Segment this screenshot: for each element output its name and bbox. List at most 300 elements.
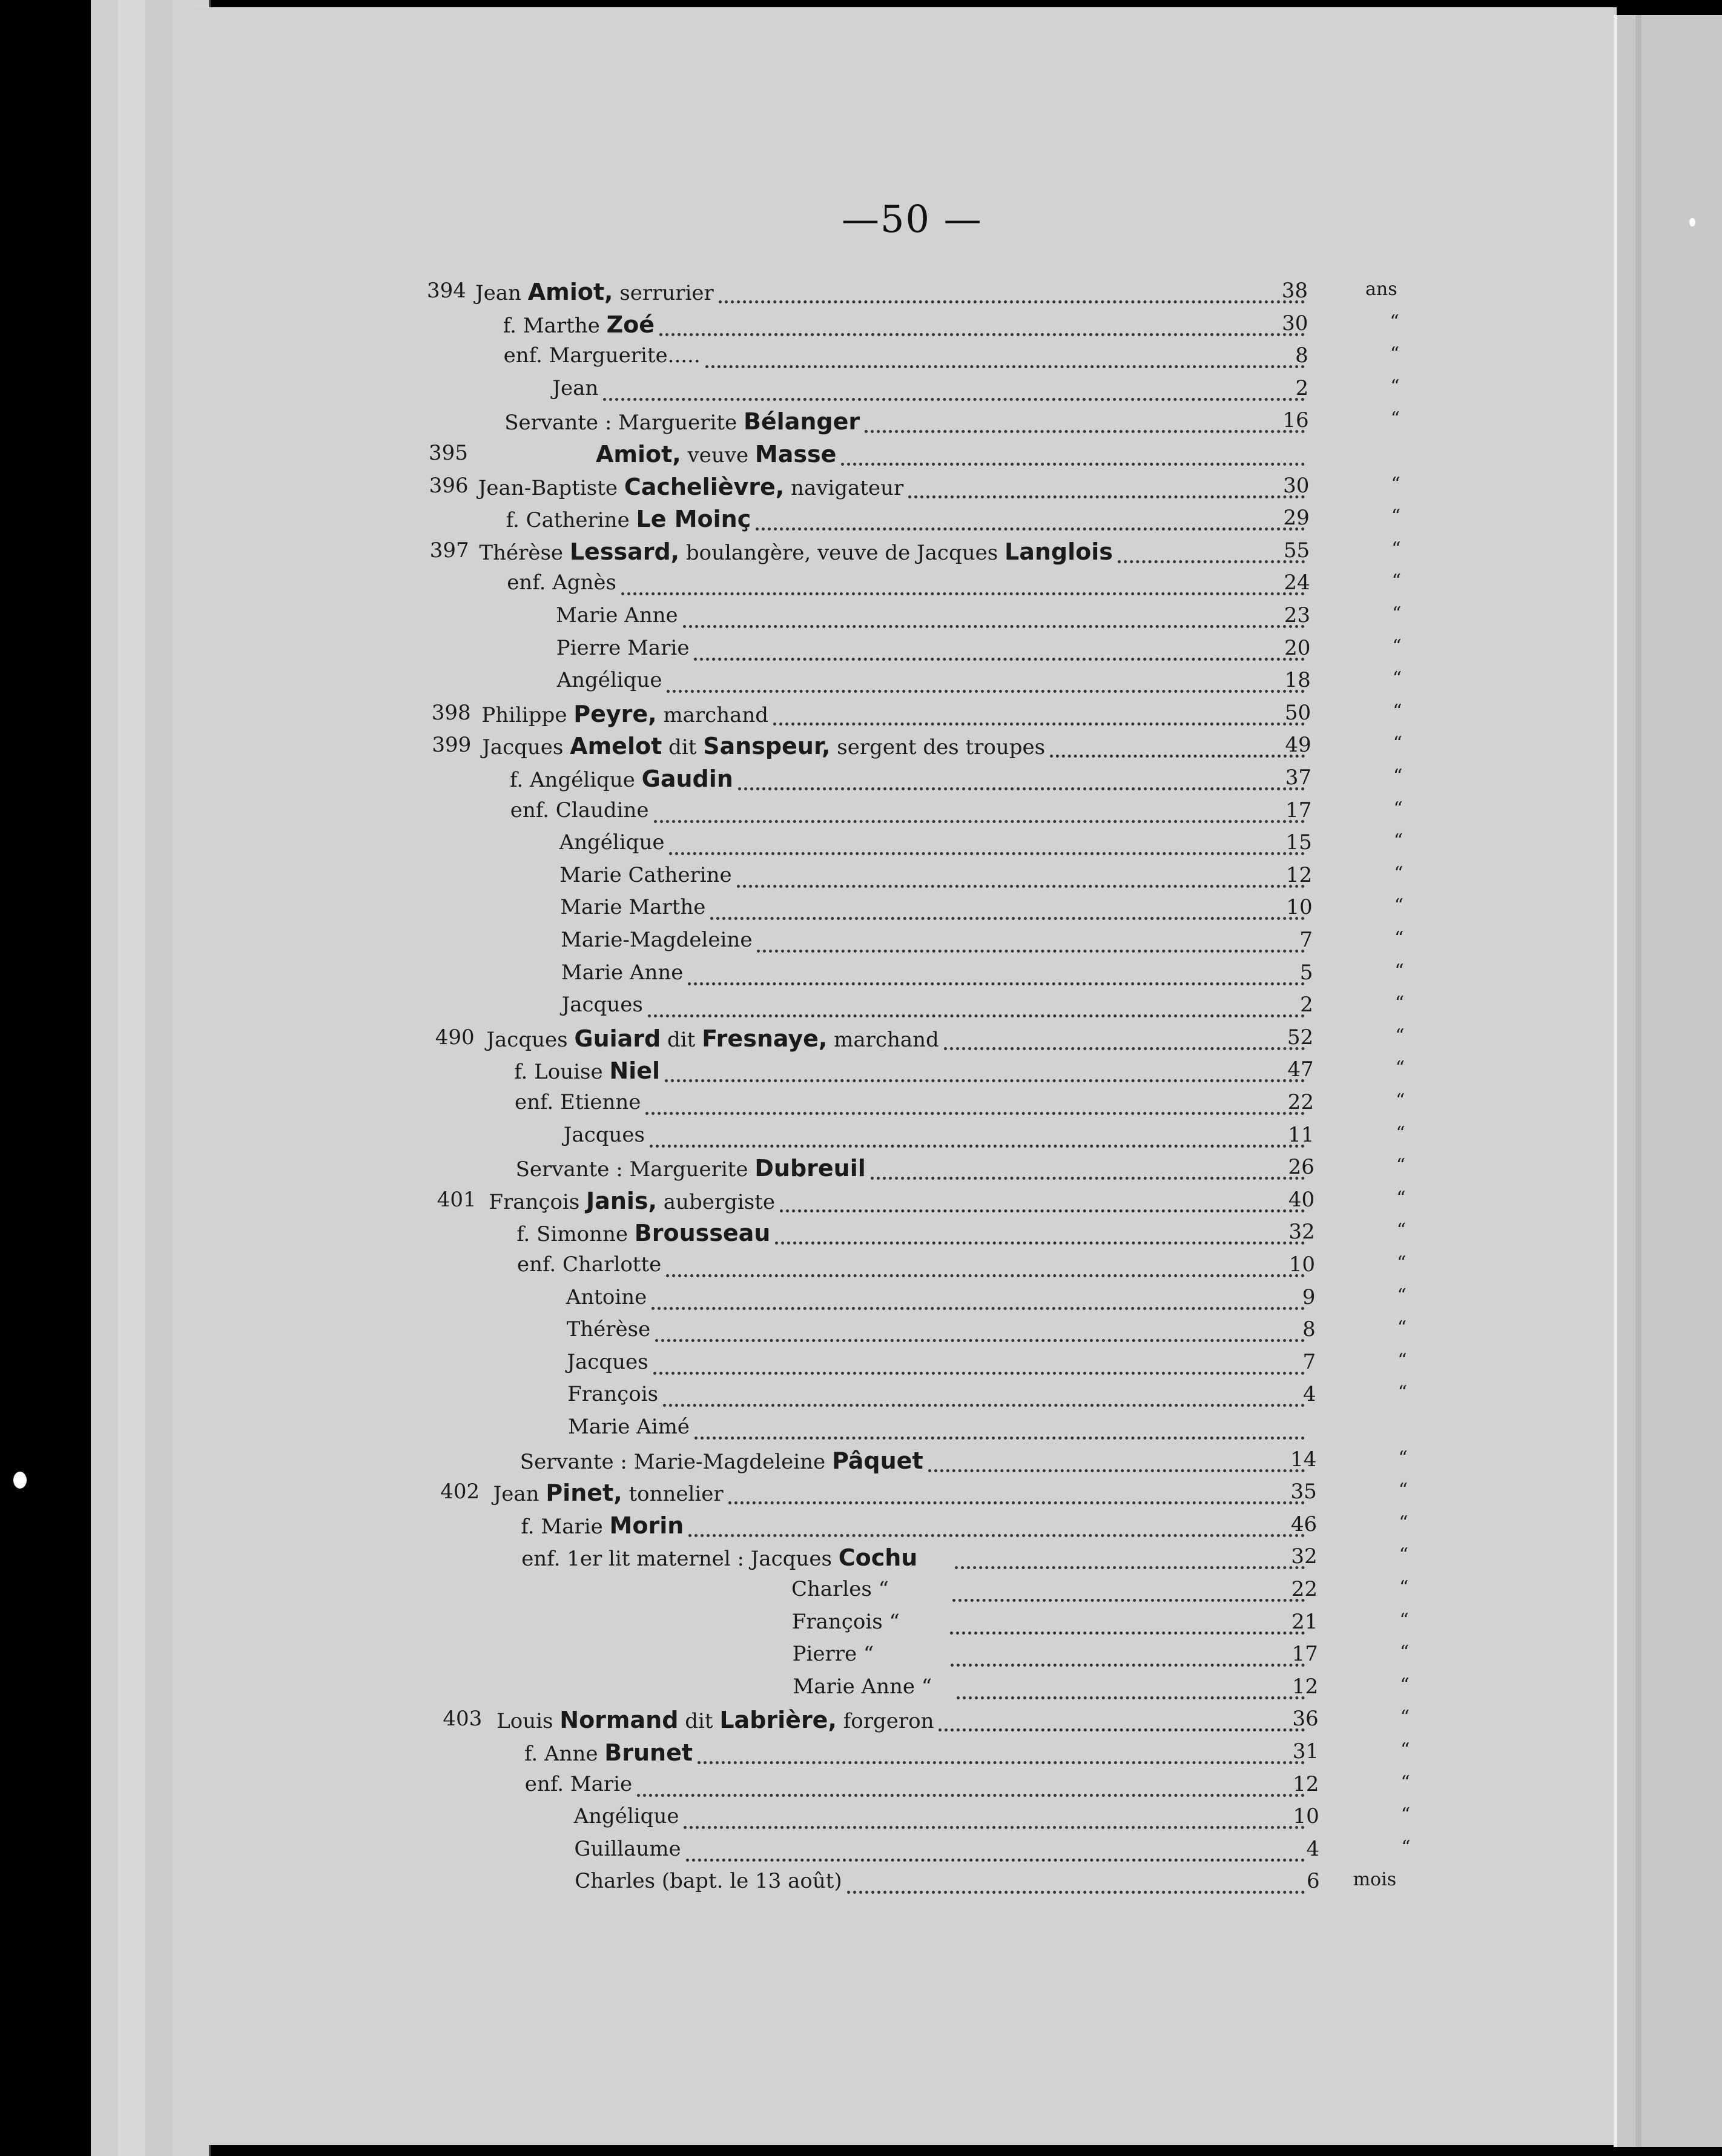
entry-text: enf. Marguerite.....: [503, 343, 701, 368]
entry-name: [574, 1837, 681, 1861]
leader-dots: [669, 850, 1305, 855]
age-value: 32: [1291, 1544, 1318, 1569]
age-value: 37: [1285, 766, 1311, 790]
leader-dots: [645, 1109, 1305, 1115]
entry-text: navigateur: [784, 475, 904, 500]
age-value: 15: [1285, 830, 1312, 855]
age-unit: “: [1394, 862, 1404, 884]
entry-name: [564, 1123, 645, 1147]
age-unit: “: [1393, 798, 1403, 819]
census-entry: [0, 343, 1722, 375]
age-unit: “: [1390, 343, 1400, 365]
entry-name: [481, 701, 768, 727]
age-unit: “: [1391, 538, 1401, 560]
age-unit: “: [1395, 1057, 1405, 1079]
entry-text: f. Simonne: [516, 1222, 635, 1247]
census-entry: [0, 1447, 1722, 1479]
entry-text: f. Louise: [514, 1060, 610, 1085]
entry-text: marchand: [827, 1027, 939, 1052]
entry-text: Angélique: [573, 1804, 679, 1829]
census-entry: [0, 701, 1722, 732]
age-unit: “: [1398, 1480, 1408, 1501]
age-value: 26: [1288, 1155, 1315, 1180]
age-unit: “: [1391, 473, 1400, 495]
census-entry: [0, 895, 1722, 927]
entry-text: enf. Agnès: [507, 570, 616, 595]
entry-name: [504, 408, 860, 435]
leader-dots: [688, 1532, 1305, 1537]
entry-name: [506, 506, 751, 532]
entry-text: Marie Anne “: [793, 1674, 932, 1699]
surname: Pinet,: [546, 1480, 622, 1507]
surname: Sanspeur,: [703, 733, 831, 760]
leader-dots: [951, 1661, 1305, 1667]
entry-name: [559, 830, 665, 855]
entry-name: [793, 1675, 932, 1699]
entry-name: [489, 1188, 775, 1214]
age-value: 7: [1299, 928, 1313, 952]
entry-text: enf. Etienne: [515, 1090, 641, 1114]
leader-dots: [871, 1174, 1305, 1180]
leader-dots: [648, 1012, 1305, 1017]
census-entry: [0, 668, 1722, 699]
age-unit: “: [1391, 570, 1401, 592]
leader-dots: [667, 687, 1305, 693]
entry-name: [562, 993, 643, 1017]
entry-number: 394: [427, 279, 466, 303]
age-unit: “: [1392, 603, 1402, 624]
leader-dots: [705, 363, 1305, 368]
census-entry: [0, 570, 1722, 602]
entry-name: [521, 1512, 684, 1539]
census-entry: [0, 961, 1722, 992]
surname: Amiot,: [596, 441, 681, 468]
entry-text: Pierre “: [792, 1642, 874, 1667]
entry-text: Thérèse: [479, 540, 570, 565]
census-entry: [0, 1869, 1722, 1900]
entry-text: Charles (bapt. le 13 août): [575, 1869, 842, 1894]
scan-speck: [13, 1472, 27, 1489]
age-unit: “: [1394, 960, 1404, 982]
census-entry: [0, 1123, 1722, 1154]
entry-text: Guillaume: [574, 1836, 681, 1861]
entry-text: Jacques: [561, 993, 643, 1017]
entry-text: dit: [678, 1709, 720, 1734]
age-unit: ans: [1365, 279, 1397, 300]
age-value: 11: [1288, 1122, 1315, 1147]
leader-dots: [654, 818, 1305, 823]
age-unit: “: [1390, 375, 1400, 397]
age-value: 47: [1287, 1057, 1314, 1082]
entry-text: boulangère, veuve de Jacques: [679, 540, 1005, 565]
entry-name: [482, 733, 1045, 759]
entry-name: [516, 1155, 866, 1182]
leader-dots: [686, 1856, 1305, 1862]
census-entry: [0, 441, 1722, 472]
leader-dots: [757, 947, 1305, 953]
age-value: 12: [1292, 1674, 1319, 1699]
age-value: 4: [1302, 1382, 1316, 1407]
page-number: —50 —: [842, 197, 983, 241]
entry-text: Marie Anne: [556, 603, 678, 627]
age-unit: mois: [1353, 1869, 1397, 1891]
age-value: 46: [1290, 1512, 1318, 1536]
census-entry: [0, 1415, 1722, 1446]
age-unit: “: [1390, 311, 1399, 332]
census-entry: [0, 766, 1722, 797]
entry-text: Angélique: [559, 830, 665, 855]
age-unit: “: [1396, 1187, 1406, 1209]
entry-text: forgeron: [836, 1709, 934, 1734]
leader-dots: [865, 428, 1305, 433]
entry-text: Pierre Marie: [556, 635, 690, 660]
entry-text: François: [567, 1382, 659, 1407]
entry-name: [479, 538, 1113, 565]
census-entry: [0, 603, 1722, 635]
entry-text: Marie-Magdeleine: [561, 928, 753, 952]
age-unit: “: [1394, 895, 1404, 917]
entry-text: Servante : Marie-Magdeleine: [520, 1449, 832, 1474]
leader-dots: [694, 1434, 1305, 1440]
age-value: 9: [1302, 1285, 1316, 1309]
entry-text: Jacques: [567, 1349, 648, 1374]
census-entry: [0, 1285, 1722, 1317]
leader-dots: [659, 331, 1305, 336]
age-unit: “: [1400, 1771, 1410, 1793]
age-value: 22: [1291, 1577, 1318, 1601]
surname: Gaudin: [641, 766, 733, 792]
age-value: 6: [1306, 1869, 1320, 1894]
leader-dots: [694, 655, 1305, 661]
leader-dots: [737, 882, 1305, 888]
leader-dots: [655, 1337, 1305, 1342]
leader-dots: [683, 623, 1305, 628]
leader-dots: [698, 1759, 1305, 1764]
age-unit: “: [1399, 1544, 1408, 1566]
entry-text: f. Marie: [521, 1514, 610, 1539]
census-entry: [0, 1090, 1722, 1122]
age-unit: “: [1396, 1220, 1406, 1242]
entry-text: Jean: [493, 1482, 546, 1507]
entry-text: f. Marthe: [503, 313, 607, 338]
entry-name: [567, 1382, 658, 1406]
age-unit: “: [1399, 1609, 1409, 1631]
leader-dots: [928, 1467, 1305, 1472]
census-entry: [0, 863, 1722, 894]
age-unit: “: [1401, 1836, 1411, 1858]
entry-text: Jacques: [486, 1027, 575, 1052]
entry-number: 402: [440, 1480, 480, 1504]
census-entry: [0, 798, 1722, 830]
census-entry: [0, 1772, 1722, 1804]
age-value: 10: [1286, 895, 1313, 920]
census-entry: [0, 279, 1722, 310]
age-value: 30: [1283, 473, 1310, 498]
surname: Labrière,: [719, 1707, 837, 1734]
entry-text: dit: [662, 735, 704, 760]
leader-dots: [841, 460, 1305, 466]
age-value: 30: [1282, 311, 1308, 336]
entry-text: f. Angélique: [510, 768, 642, 792]
entry-text: Charles “: [791, 1577, 889, 1601]
surname: Dubreuil: [754, 1155, 866, 1182]
census-entry: [0, 408, 1722, 440]
entry-name: [566, 1285, 647, 1309]
leader-dots: [637, 1791, 1305, 1797]
entry-text: sergent des troupes: [830, 735, 1046, 760]
leader-dots: [684, 1824, 1305, 1829]
entry-text: Servante : Marguerite: [504, 411, 744, 435]
surname: Amelot: [570, 733, 662, 760]
scan-speck: [1689, 218, 1695, 227]
entry-name: [507, 570, 616, 595]
age-value: 8: [1302, 1317, 1316, 1342]
entry-text: dit: [661, 1027, 702, 1052]
age-unit: “: [1393, 700, 1402, 722]
age-value: 4: [1306, 1836, 1320, 1861]
census-entry: [0, 1220, 1722, 1251]
leader-dots: [653, 1369, 1305, 1375]
surname: Amiot,: [527, 279, 613, 305]
entry-number: 490: [435, 1025, 475, 1050]
entry-name: [475, 279, 714, 305]
census-entry: [0, 1642, 1722, 1673]
entry-text: Jean: [552, 375, 599, 400]
census-entry: [0, 1155, 1722, 1186]
age-unit: “: [1394, 928, 1404, 949]
entry-text: Angélique: [556, 668, 662, 693]
surname: Lessard,: [569, 538, 680, 565]
age-unit: “: [1393, 766, 1403, 787]
entry-text: Jacques: [482, 735, 570, 760]
age-unit: “: [1393, 830, 1404, 852]
entry-name: [561, 928, 752, 952]
entry-text: f. Catherine: [506, 508, 636, 533]
surname: Brunet: [604, 1739, 693, 1766]
entry-text: tonnelier: [622, 1482, 724, 1507]
entry-name: [496, 1707, 934, 1733]
leader-dots: [780, 1207, 1305, 1212]
surname: Fresnaye,: [702, 1025, 828, 1052]
surname: Peyre,: [573, 700, 657, 727]
entry-number: 399: [432, 733, 472, 758]
age-unit: “: [1392, 668, 1402, 690]
census-entry: [0, 1057, 1722, 1089]
age-value: 16: [1282, 408, 1309, 433]
surname: Pâquet: [831, 1447, 923, 1474]
leader-dots: [719, 298, 1305, 303]
surname: Bélanger: [743, 408, 860, 435]
age-value: 10: [1288, 1252, 1315, 1277]
entry-text: Philippe: [481, 703, 574, 727]
census-entry: [0, 1544, 1722, 1576]
age-unit: “: [1397, 1252, 1407, 1274]
census-entry: [0, 1480, 1722, 1511]
age-value: 32: [1288, 1220, 1315, 1245]
entry-number: 397: [429, 538, 469, 563]
surname: Normand: [559, 1707, 679, 1734]
age-value: 24: [1284, 570, 1310, 595]
surname: Guiard: [574, 1025, 661, 1052]
entry-name: [510, 798, 649, 822]
age-value: 35: [1290, 1480, 1317, 1504]
census-entry: [0, 1025, 1722, 1057]
age-unit: “: [1395, 1025, 1405, 1047]
entry-name: [596, 441, 836, 468]
entry-name: [478, 474, 903, 500]
age-value: 8: [1295, 343, 1308, 368]
leader-dots: [775, 1239, 1305, 1245]
entry-name: [552, 376, 598, 400]
census-entry: [0, 830, 1722, 862]
entry-text: Marie Anne: [561, 960, 684, 985]
age-value: 55: [1283, 538, 1310, 563]
leader-dots: [939, 1726, 1305, 1731]
entry-name: [493, 1480, 724, 1506]
entry-text: Jean-Baptiste: [478, 475, 624, 500]
leader-dots: [666, 1272, 1305, 1277]
leader-dots: [847, 1888, 1305, 1894]
age-unit: “: [1400, 1674, 1410, 1696]
age-unit: “: [1400, 1804, 1411, 1826]
surname: Le Moinç: [636, 506, 751, 533]
entry-name: [514, 1057, 660, 1084]
entry-name: [524, 1739, 693, 1766]
age-unit: “: [1400, 1739, 1410, 1761]
age-unit: “: [1398, 1447, 1408, 1469]
entry-name: [575, 1869, 842, 1893]
surname: Masse: [754, 441, 837, 468]
census-entry: [0, 1317, 1722, 1349]
age-value: 21: [1292, 1609, 1318, 1634]
age-unit: “: [1391, 506, 1401, 527]
leader-dots: [950, 1629, 1305, 1635]
age-value: 7: [1302, 1349, 1316, 1374]
age-value: 40: [1288, 1187, 1315, 1212]
census-entry: [0, 1252, 1722, 1284]
entry-name: [791, 1577, 889, 1601]
census-entry: [0, 538, 1722, 570]
leader-dots: [603, 395, 1305, 401]
entry-text: Thérèse: [566, 1317, 651, 1342]
entry-name: [557, 668, 662, 692]
entry-name: [525, 1772, 632, 1796]
entry-text: Servante : Marguerite: [515, 1157, 755, 1182]
census-entry: [0, 506, 1722, 537]
age-unit: “: [1396, 1122, 1405, 1144]
entry-name: [521, 1544, 917, 1571]
surname: Cochu: [838, 1544, 918, 1572]
leader-dots: [688, 980, 1305, 985]
age-value: 14: [1290, 1447, 1317, 1472]
leader-dots: [728, 1499, 1305, 1504]
entry-text: aubergiste: [656, 1189, 775, 1214]
entry-name: [567, 1317, 651, 1341]
age-value: 10: [1293, 1804, 1319, 1829]
age-value: 17: [1292, 1642, 1318, 1667]
age-unit: “: [1397, 1317, 1407, 1339]
age-unit: “: [1397, 1349, 1407, 1371]
age-unit: “: [1399, 1642, 1410, 1664]
entry-name: [504, 343, 701, 368]
age-value: 12: [1293, 1771, 1319, 1796]
age-unit: “: [1397, 1285, 1407, 1306]
leader-dots: [663, 1401, 1305, 1407]
leader-dots: [952, 1596, 1305, 1602]
entry-text: enf. Marie: [524, 1771, 633, 1796]
census-entry: [0, 1382, 1722, 1414]
entry-text: Antoine: [566, 1285, 647, 1309]
age-value: 23: [1284, 603, 1310, 627]
entry-number: 403: [443, 1707, 483, 1731]
census-entry: [0, 1675, 1722, 1706]
census-entry: [0, 928, 1722, 959]
entry-name: [556, 636, 690, 660]
census-entry: [0, 1804, 1722, 1836]
entry-number: 395: [429, 441, 468, 465]
entry-name: [792, 1610, 900, 1634]
surname: Brousseau: [634, 1220, 771, 1247]
entry-text: f. Anne: [524, 1742, 605, 1766]
age-value: 31: [1292, 1739, 1319, 1764]
age-unit: “: [1397, 1382, 1407, 1404]
entry-text: Marie Aimé: [568, 1415, 690, 1439]
age-value: 5: [1299, 960, 1313, 985]
entry-name: [516, 1220, 770, 1246]
entry-number: 396: [429, 473, 469, 498]
census-entry: [0, 474, 1722, 505]
age-value: 2: [1295, 375, 1309, 400]
age-value: 22: [1287, 1090, 1314, 1114]
surname: Niel: [609, 1057, 661, 1085]
census-entry: [0, 1188, 1722, 1219]
census-entry: [0, 733, 1722, 764]
entry-text: François: [489, 1189, 587, 1214]
census-entry: [0, 376, 1722, 408]
age-value: 17: [1285, 798, 1312, 822]
census-entry: [0, 1739, 1722, 1771]
age-unit: “: [1393, 733, 1402, 755]
census-entry: [0, 311, 1722, 343]
age-value: 36: [1292, 1707, 1319, 1731]
age-unit: “: [1394, 993, 1405, 1014]
entry-name: [520, 1447, 923, 1474]
entry-text: François “: [791, 1609, 900, 1634]
census-entry: [0, 1610, 1722, 1641]
surname: Zoé: [606, 311, 655, 338]
leader-dots: [738, 785, 1305, 790]
entry-name: [515, 1090, 641, 1114]
census-entry: [0, 1350, 1722, 1381]
age-value: 12: [1285, 862, 1313, 887]
leader-dots: [621, 590, 1305, 595]
entry-text: Jean: [475, 281, 528, 305]
entry-text: Marie Catherine: [559, 862, 732, 887]
age-unit: “: [1399, 1512, 1408, 1533]
entry-number: 401: [437, 1187, 477, 1212]
leader-dots: [957, 1694, 1305, 1699]
age-value: 2: [1300, 993, 1313, 1017]
age-value: 20: [1284, 635, 1311, 660]
leader-dots: [650, 1142, 1305, 1148]
entry-name: [503, 311, 655, 338]
entry-text: marchand: [656, 703, 769, 727]
age-value: 50: [1284, 700, 1311, 725]
entry-name: [556, 603, 678, 627]
age-unit: “: [1392, 635, 1402, 657]
leader-dots: [908, 493, 1305, 498]
age-value: 38: [1281, 279, 1308, 303]
